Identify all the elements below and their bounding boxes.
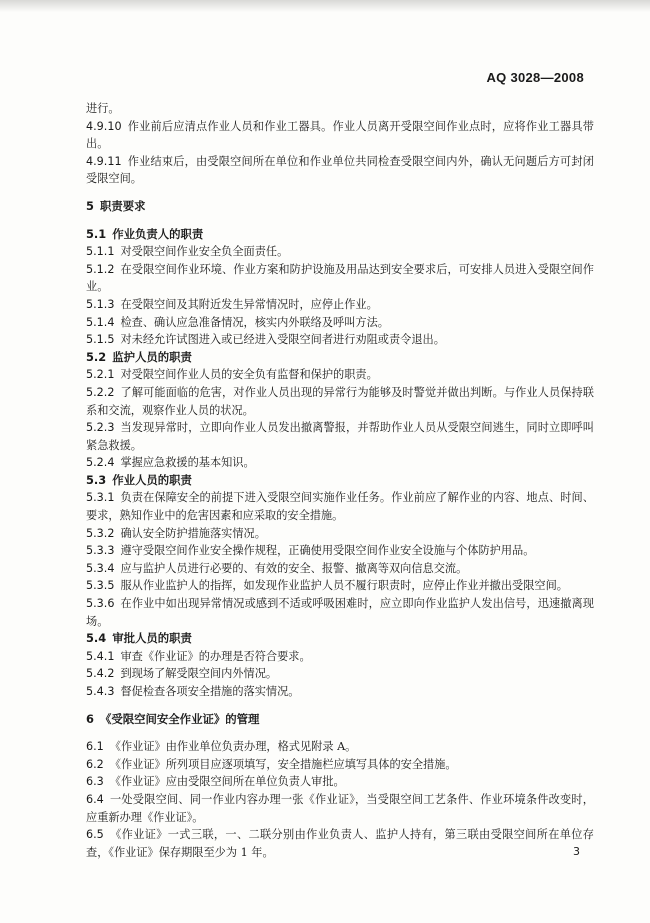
clause-text: 对受限空间作业安全负全面责任。 [120, 245, 289, 259]
clause-paragraph [86, 756, 594, 774]
clause-number: 5.1.1 [86, 245, 115, 259]
clause-paragraph [86, 577, 594, 595]
clause-text: 在受限空间及其附近发生异常情况时，应停止作业。 [120, 297, 378, 311]
clause-number: 5.3 [86, 472, 107, 487]
section-heading [86, 226, 594, 244]
clause-number: 5.4 [86, 631, 107, 646]
clause-paragraph [86, 384, 594, 419]
clause-paragraph [86, 665, 594, 683]
clause-paragraph [86, 100, 594, 118]
clause-text: 遵守受限空间作业安全操作规程，正确使用受限空间作业安全设施与个体防护用品。 [120, 544, 535, 558]
clause-number: 5.1.3 [86, 297, 115, 311]
clause-number: 5.4.1 [86, 649, 115, 663]
clause-paragraph [86, 261, 594, 296]
clause-number: 5.2.4 [86, 456, 115, 470]
clause-text: 在受限空间作业环境、作业方案和防护设施及用品达到安全要求后，可安排人员进入受限空间作业。 [86, 262, 594, 294]
section-heading [86, 198, 594, 216]
clause-paragraph [86, 153, 594, 188]
clause-number: 4.9.10 [86, 119, 122, 133]
clause-number: 6.4 [86, 792, 104, 806]
clause-paragraph [86, 525, 594, 543]
clause-paragraph [86, 595, 594, 630]
scan-edge [0, 0, 650, 12]
clause-text: 对受限空间作业人员的安全负有监督和保护的职责。 [120, 368, 378, 382]
clause-number: 5.4.3 [86, 685, 115, 698]
clause-number: 5.3.5 [86, 579, 115, 593]
clause-text: 职责要求 [99, 198, 146, 213]
clause-text: 审批人员的职责 [112, 631, 192, 646]
clause-number: 5 [86, 198, 94, 213]
clause-number: 6.1 [86, 740, 104, 754]
clause-text: 督促检查各项安全措施的落实情况。 [120, 685, 300, 698]
clause-text: 《作业证》一式三联，一、二联分别由作业负责人、监护人持有，第三联由受限空间所在单位存查，《作业证》保存期限至少为 1 年。 [86, 828, 594, 859]
clause-text: 掌握应急救援的基本知识。 [120, 456, 255, 470]
clause-text: 在作业中如出现异常情况或感到不适或呼吸困难时，应立即向作业监护人发出信号，迅速撤离现场。 [86, 597, 594, 628]
clause-number: 5.1 [86, 226, 107, 241]
standard-code: AQ 3028—2008 [486, 70, 584, 85]
clause-paragraph [86, 366, 594, 384]
clause-number: 5.2.1 [86, 368, 115, 382]
clause-number: 5.3.2 [86, 526, 115, 540]
clause-number: 5.2 [86, 349, 107, 364]
clause-paragraph [86, 773, 594, 791]
clause-text: 服从作业监护人的指挥，如发现作业监护人员不履行职责时，应停止作业并撤出受限空间。 [120, 579, 568, 593]
clause-number: 5.1.4 [86, 315, 115, 329]
clause-number: 5.2.3 [86, 421, 115, 435]
clause-number: 6.5 [86, 828, 104, 842]
section-gap [86, 728, 594, 738]
clause-number: 5.1.2 [86, 262, 115, 276]
clause-number: 5.3.6 [86, 597, 115, 611]
clause-text: 《作业证》所列项目应逐项填写，安全措施栏应填写具体的安全措施。 [109, 757, 457, 771]
clause-text: 负责在保障安全的前提下进入受限空间实施作业任务。作业前应了解作业的内容、地点、时间、要求，熟知作业中的危害因素和应采取的安全措施。 [86, 491, 594, 523]
section-gap [86, 216, 594, 226]
clause-number: 6.2 [86, 757, 104, 771]
clause-number: 5.4.2 [86, 667, 115, 681]
clause-text: 《作业证》由作业单位负责办理，格式见附录 A。 [109, 740, 357, 754]
clause-paragraph [86, 331, 594, 349]
clause-text: 作业前后应清点作业人员和作业工器具。作业人员离开受限空间作业点时，应将作业工器具带出。 [86, 119, 594, 151]
clause-text: 审查《作业证》的办理是否符合要求。 [120, 649, 311, 663]
section-heading [86, 711, 594, 729]
clause-number: 6.3 [86, 775, 104, 789]
clause-text: 作业结束后，由受限空间所在单位和作业单位共同检查受限空间内外，确认无问题后方可封闭受限空间。 [86, 154, 594, 186]
clause-number: 6 [86, 711, 94, 726]
clause-text: 作业人员的职责 [112, 472, 192, 487]
clause-paragraph [86, 454, 594, 472]
clause-text: 当发现异常时，立即向作业人员发出撤离警报，并帮助作业人员从受限空间逃生，同时立即呼叫紧急救援。 [86, 421, 594, 452]
clause-paragraph [86, 683, 594, 701]
clause-text: 《受限空间安全作业证》的管理 [99, 711, 260, 726]
clause-paragraph [86, 296, 594, 314]
clause-paragraph [86, 314, 594, 332]
clause-paragraph [86, 542, 594, 560]
clause-paragraph [86, 738, 594, 756]
page-number: 3 [573, 845, 580, 858]
clause-text: 《作业证》应由受限空间所在单位负责人审批。 [109, 775, 345, 789]
document-body [86, 100, 594, 861]
clause-paragraph [86, 826, 594, 861]
clause-paragraph [86, 648, 594, 666]
clause-paragraph [86, 791, 594, 826]
clause-number: 5.1.5 [86, 333, 115, 347]
clause-paragraph [86, 243, 594, 261]
clause-number: 5.3.4 [86, 561, 115, 575]
section-gap [86, 701, 594, 711]
clause-text: 了解可能面临的危害，对作业人员出现的异常行为能够及时警觉并做出判断。与作业人员保持联系和交流，观察作业人员的状况。 [86, 385, 594, 417]
clause-text: 确认安全防护措施落实情况。 [120, 526, 266, 540]
section-heading [86, 349, 594, 367]
clause-paragraph [86, 419, 594, 454]
section-heading [86, 630, 594, 648]
clause-number: 5.2.2 [86, 385, 115, 399]
clause-text: 监护人员的职责 [112, 349, 192, 364]
clause-text: 到现场了解受限空间内外情况。 [120, 667, 278, 681]
clause-paragraph [86, 489, 594, 524]
clause-text: 一处受限空间、同一作业内容办理一张《作业证》，当受限空间工艺条件、作业环境条件改变时，应重新办理《作业证》。 [86, 792, 594, 824]
section-heading [86, 472, 594, 490]
clause-text: 对未经允许试图进入或已经进入受限空间者进行劝阻或责令退出。 [120, 333, 445, 347]
clause-text: 进行。 [86, 102, 120, 115]
clause-paragraph [86, 118, 594, 153]
clause-number: 5.3.1 [86, 491, 115, 505]
clause-paragraph [86, 560, 594, 578]
clause-text: 应与监护人员进行必要的、有效的安全、报警、撤离等双向信息交流。 [120, 561, 468, 575]
clause-text: 检查、确认应急准备情况，核实内外联络及呼叫方法。 [120, 315, 389, 329]
clause-number: 4.9.11 [86, 154, 122, 168]
section-gap [86, 188, 594, 198]
clause-number: 5.3.3 [86, 544, 115, 558]
clause-text: 作业负责人的职责 [112, 226, 204, 241]
